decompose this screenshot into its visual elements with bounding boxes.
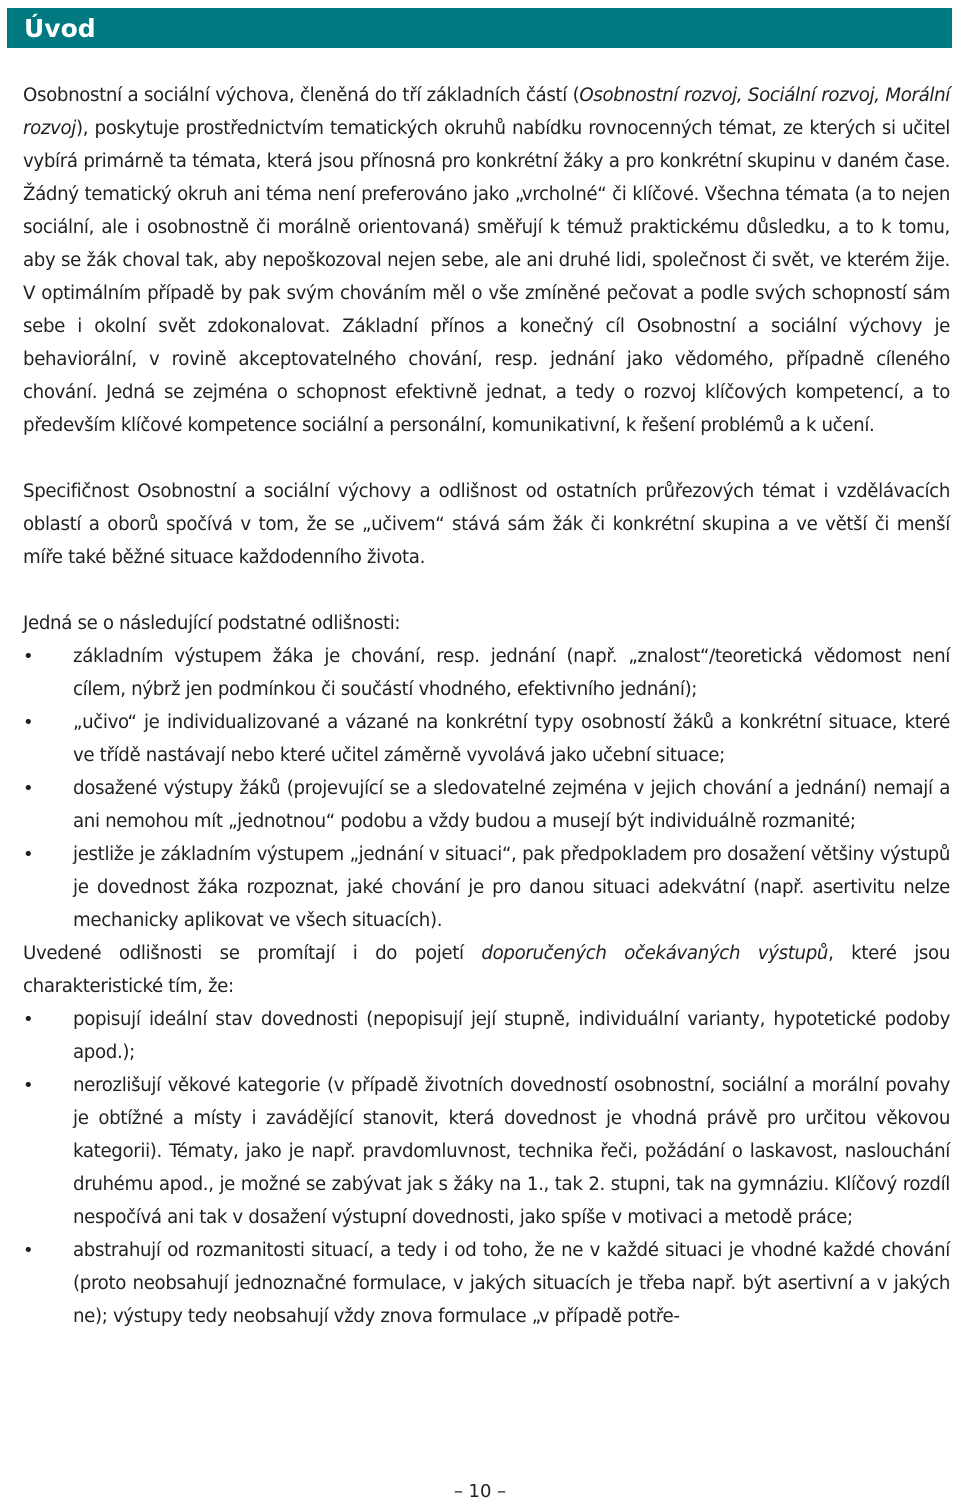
bullet-icon: • xyxy=(23,712,34,733)
list-item xyxy=(23,838,950,937)
list-item-text: abstrahují od rozmanitosti situací, a tedy i od toho, že ne v každé situaci je vhodné každé chování (proto neobsahují jednoznačné formulace, v jakých situacích je třeba např. být asertivní a v jakých ne); výstupy tedy neobsahují vždy znova formulace „v případě potře- xyxy=(73,1240,950,1327)
text-run: ), poskytuje prostřednictvím tematických okruhů nabídku rovnocenných témat, ze kterých si učitel vybírá primárně ta témata, která jsou přínosná pro konkrétní žáky a pro konkrétní skupinu v daném čase. Žádný tematický okruh ani téma není preferováno jako „vrcholné“ či klíčové. Všechna témata (a to nejen sociální, ale i osobnostně či morálně orientovaná) směřují k témuž praktickému důsledku, a to k tomu, aby se žák choval tak, aby nepoškozoval nejen sebe, ale ani druhé lidi, společnost či svět, ve kterém žije. V optimálním případě by pak svým chováním měl o vše zmíněné pečovat a podle svých schopností sám sebe i okolní svět zdokonalovat. Základní přínos a konečný cíl Osobnostní a sociální výchovy je behaviorální, v rovině akceptovatelného chování, resp. jednání jako vědomého, případně cíleného chování. Jedná se zejména o schopnost efektivně jednat, a tedy o rozvoj klíčových kompetencí, a to především klíčové kompetence sociální a personální, komunikativní, k řešení problémů a k učení. xyxy=(23,118,950,436)
differences-intro: Jedná se o následující podstatné odlišnosti: xyxy=(23,613,401,634)
list-item xyxy=(23,1003,950,1069)
chapter-title: Úvod xyxy=(24,14,96,43)
list-item-text: jestliže je základním výstupem „jednání v situaci“, pak předpokladem pro dosažení většiny výstupů je dovednost žáka rozpoznat, jaké chování je pro danou situaci adekvátní (např. asertivitu nelze mechanicky aplikovat ve všech situacích). xyxy=(73,844,950,931)
list-item xyxy=(23,640,950,706)
list-item xyxy=(23,1069,950,1234)
list-item xyxy=(23,706,950,772)
emphasized-text: Osobnostní rozvoj, Sociální rozvoj, Morální rozvoj xyxy=(23,85,950,139)
bullet-icon: • xyxy=(23,646,34,667)
intro-paragraph xyxy=(23,79,950,442)
list-item-text: popisují ideální stav dovednosti (nepopisují její stupně, individuální varianty, hypotetické podoby apod.); xyxy=(73,1009,950,1063)
bullet-icon: • xyxy=(23,1009,34,1030)
bullet-icon: • xyxy=(23,778,34,799)
bullet-icon: • xyxy=(23,1240,34,1261)
specificity-paragraph: Specifičnost Osobnostní a sociální výchovy a odlišnost od ostatních průřezových témat i vzdělávacích oblastí a oborů spočívá v tom, že se „učivem“ stává sám žák či konkrétní skupina a ve větší či menší míře také běžné situace každodenního života. xyxy=(23,481,950,568)
page-number: – 10 – xyxy=(453,1481,507,1502)
list-item-text: „učivo“ je individualizované a vázané na konkrétní typy osobností žáků a konkrétní situace, které ve třídě nastávají nebo které učitel záměrně vyvolává jako učební situace; xyxy=(73,712,950,766)
text-run: , které jsou charakteristické tím, že: xyxy=(23,943,951,997)
bullet-icon: • xyxy=(23,1075,34,1096)
document-body xyxy=(23,79,950,1333)
text-run: Osobnostní a sociální výchova, členěná do tří základních částí ( xyxy=(23,85,580,106)
list-item-text: nerozlišují věkové kategorie (v případě životních dovedností osobnostní, sociální a morální povahy je obtížné a místy i zavádějící stanovit, která dovednost je vhodná právě pro určitou věkovou kategorii). Tématy, jako je např. pravdomluvnost, technika řeči, požádání o laskavost, naslouchání druhému apod., je možné se zabývat jak s žáky na 1., tak 2. stupni, tak na gymnáziu. Klíčový rozdíl nespočívá ani tak v dosažení výstupní dovednosti, jako spíše v motivaci a metodě práce; xyxy=(73,1075,950,1228)
outputs-characteristics-list xyxy=(23,1003,950,1333)
bullet-icon: • xyxy=(23,844,34,865)
chapter-header-bar xyxy=(7,8,952,48)
list-item xyxy=(23,772,950,838)
outputs-intro xyxy=(23,937,950,1003)
list-item-text: dosažené výstupy žáků (projevující se a sledovatelné zejména v jejich chování a jednání) nemají a ani nemohou mít „jednotnou“ podobu a vždy budou a musejí být individuálně rozmanité; xyxy=(73,778,950,832)
list-item-text: základním výstupem žáka je chování, resp. jednání (např. „znalost“/teoretická vědomost není cílem, nýbrž jen podmínkou či součástí vhodného, efektivního jednání); xyxy=(73,646,950,700)
list-item xyxy=(23,1234,950,1333)
differences-list xyxy=(23,640,950,937)
emphasized-text: doporučených očekávaných výstupů xyxy=(481,943,829,964)
text-run: Uvedené odlišnosti se promítají i do pojetí xyxy=(23,943,482,964)
